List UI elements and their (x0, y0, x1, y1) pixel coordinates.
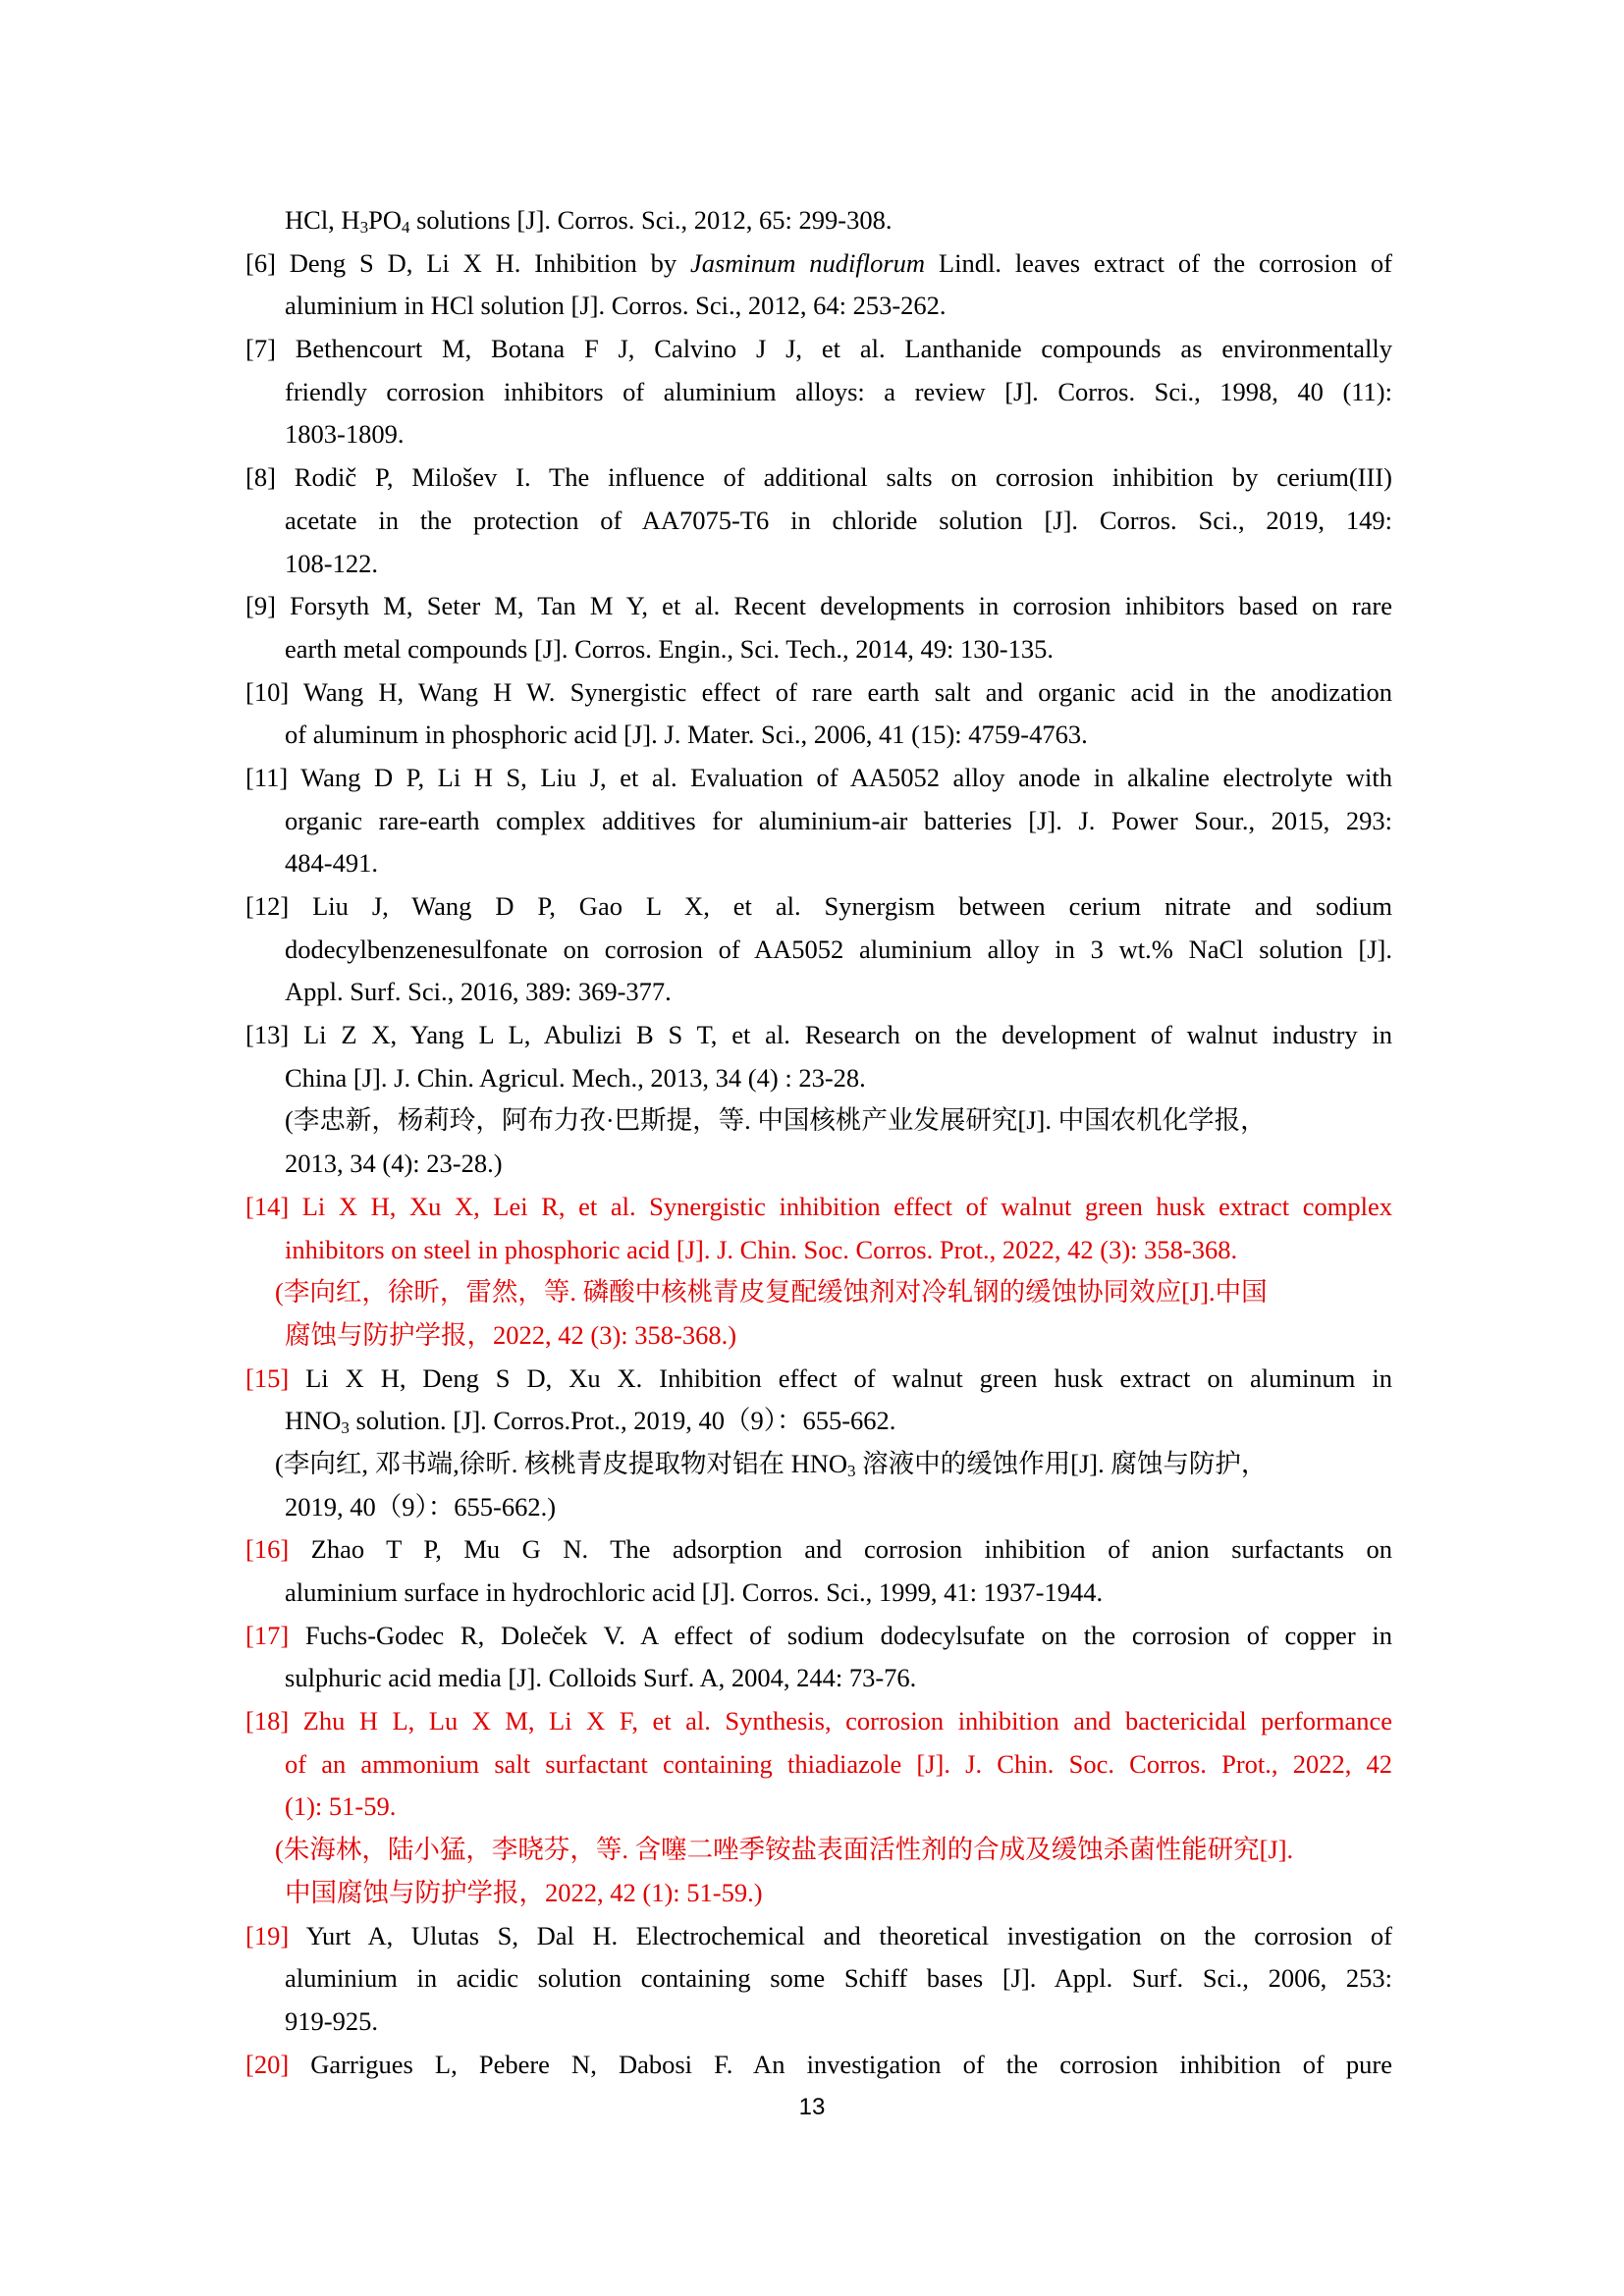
reference-8-line-3: 108-122. (285, 548, 378, 578)
reference-12-line-3: Appl. Surf. Sci., 2016, 389: 369-377. (285, 977, 672, 1007)
reference-18-chinese-line-2: 中国腐蚀与防护学报，2022, 42 (1): 51-59.) (285, 1877, 763, 1907)
reference-19-line-3: 919-925. (285, 2005, 378, 2036)
reference-8: [8] Rodič P, Milošev I. The influence of additional salts on corrosion inhibition by cerium(III) (245, 462, 1392, 493)
reference-11-line-3: 484-491. (285, 848, 378, 879)
reference-19: [19] Yurt A, Ulutas S, Dal H. Electrochemical and theoretical investigation on the corrosion of (245, 1920, 1392, 1950)
reference-14-chinese: (李向红，徐昕，雷然，等. 磷酸中核桃青皮复配缓蚀剂对冷轧钢的缓蚀协同效应[J].中国 (275, 1277, 1268, 1308)
reference-19-line-2: aluminium in acidic solution containing some Schiff bases [J]. Appl. Surf. Sci., 2006, 253: (285, 1963, 1392, 1994)
reference-12: [12] Liu J, Wang D P, Gao L X, et al. Synergism between cerium nitrate and sodium (245, 891, 1392, 921)
reference-6-line-2: aluminium in HCl solution [J]. Corros. Sci., 2012, 64: 253-262. (285, 291, 947, 321)
reference-list (245, 199, 1392, 2086)
reference-11: [11] Wang D P, Li H S, Liu J, et al. Evaluation of AA5052 alloy anode in alkaline electrolyte with (245, 762, 1392, 792)
reference-13-line-2: China [J]. J. Chin. Agricul. Mech., 2013, 34 (4) : 23-28. (285, 1062, 866, 1093)
reference-5: HCl, $H_3PO_4$ solutions [J]. Corros. Sci., 2012, 65: 299-308. (285, 205, 893, 237)
reference-7: [7] Bethencourt M, Botana F J, Calvino J J, et al. Lanthanide compounds as environmentally (245, 334, 1392, 364)
reference-14: [14] Li X H, Xu X, Lei R, et al. Synergistic inhibition effect of walnut green husk extract complex (245, 1191, 1392, 1221)
reference-18-line-3: (1): 51-59. (285, 1791, 397, 1822)
reference-15-chinese-line-2: 2019, 40（9）：655-662.) (285, 1491, 557, 1522)
reference-18-chinese: (朱海林，陆小猛，李晓芬，等. 含噻二唑季铵盐表面活性剂的合成及缓蚀杀菌性能研究[J]. (275, 1835, 1294, 1865)
reference-13-chinese-line-2: 2013, 34 (4): 23-28.) (285, 1148, 503, 1179)
reference-16-line-2: aluminium surface in hydrochloric acid [J]. Corros. Sci., 1999, 41: 1937-1944. (285, 1577, 1104, 1607)
reference-17-number: [17] (245, 1620, 290, 1650)
reference-7-line-2: friendly corrosion inhibitors of aluminium alloys: a review [J]. Corros. Sci., 1998, 40 (11): (285, 376, 1392, 406)
reference-15-number: [15] (245, 1362, 290, 1393)
reference-13: [13] Li Z X, Yang L L, Abulizi B S T, et al. Research on the development of walnut industry in (245, 1020, 1392, 1050)
reference-7-line-3: 1803-1809. (285, 419, 405, 450)
reference-10-line-2: of aluminum in phosphoric acid [J]. J. Mater. Sci., 2006, 41 (15): 4759-4763. (285, 720, 1088, 750)
reference-16-number: [16] (245, 1534, 290, 1565)
reference-9-line-2: earth metal compounds [J]. Corros. Engin., Sci. Tech., 2014, 49: 130-135. (285, 633, 1054, 664)
reference-17-line-2: sulphuric acid media [J]. Colloids Surf. A, 2004, 244: 73-76. (285, 1663, 917, 1693)
reference-16: [16] Zhao T P, Mu G N. The adsorption and corrosion inhibition of anion surfactants on (245, 1534, 1392, 1565)
reference-15-chinese: (李向红, 邓书端,徐昕. 核桃青皮提取物对铝在 $HNO_3$ 溶液中的缓蚀作用[J]. 腐蚀与防护， (275, 1448, 1268, 1480)
reference-11-line-2: organic rare-earth complex additives for aluminium-air batteries [J]. J. Power Sour., 2015, 293: (285, 805, 1392, 835)
reference-15 (245, 1358, 1392, 1401)
reference-6: [6] Deng S D, Li X H. Inhibition by Jasminum nudiflorum Lindl. leaves extract of the corrosion of (245, 247, 1392, 278)
reference-17: [17] Fuchs-Godec R, Doleček V. A effect of sodium dodecylsufate on the corrosion of copper in (245, 1620, 1392, 1650)
page-number: 13 (798, 2094, 826, 2120)
reference-20-number: [20] (245, 2049, 290, 2079)
reference-10: [10] Wang H, Wang H W. Synergistic effect of rare earth salt and organic acid in the anodization (245, 676, 1392, 707)
reference-14-chinese-line-2: 腐蚀与防护学报，2022, 42 (3): 358-368.) (285, 1319, 737, 1350)
reference-15-text: Li X H, Deng S D, Xu X. Inhibition effect of walnut green husk extract on aluminum in (289, 1362, 1392, 1393)
reference-19-number: [19] (245, 1920, 290, 1950)
reference-18-line-2: of an ammonium salt surfactant containing thiadiazole [J]. J. Chin. Soc. Corros. Prot., 2022, 42 (285, 1748, 1392, 1779)
reference-15-line-2: $HNO_3$ solution. [J]. Corros.Prot., 2019, 40（9）：655-662. (285, 1406, 896, 1438)
reference-12-line-2: dodecylbenzenesulfonate on corrosion of AA5052 aluminium alloy in 3 wt.% NaCl solution [J]. (285, 934, 1392, 964)
reference-9: [9] Forsyth M, Seter M, Tan M Y, et al. Recent developments in corrosion inhibitors based on rare (245, 591, 1392, 621)
reference-13-chinese: (李忠新，杨莉玲，阿布力孜·巴斯提，等. 中国核桃产业发展研究[J]. 中国农机化学报， (285, 1105, 1267, 1136)
reference-20: [20] Garrigues L, Pebere N, Dabosi F. An investigation of the corrosion inhibition of pure (245, 2049, 1392, 2079)
reference-14-line-2: inhibitors on steel in phosphoric acid [J]. J. Chin. Soc. Corros. Prot., 2022, 42 (3): 358-368. (285, 1234, 1238, 1264)
reference-8-line-2: acetate in the protection of AA7075-T6 in chloride solution [J]. Corros. Sci., 2019, 149: (285, 505, 1392, 535)
reference-18: [18] Zhu H L, Lu X M, Li X F, et al. Synthesis, corrosion inhibition and bactericidal performance (245, 1706, 1392, 1736)
